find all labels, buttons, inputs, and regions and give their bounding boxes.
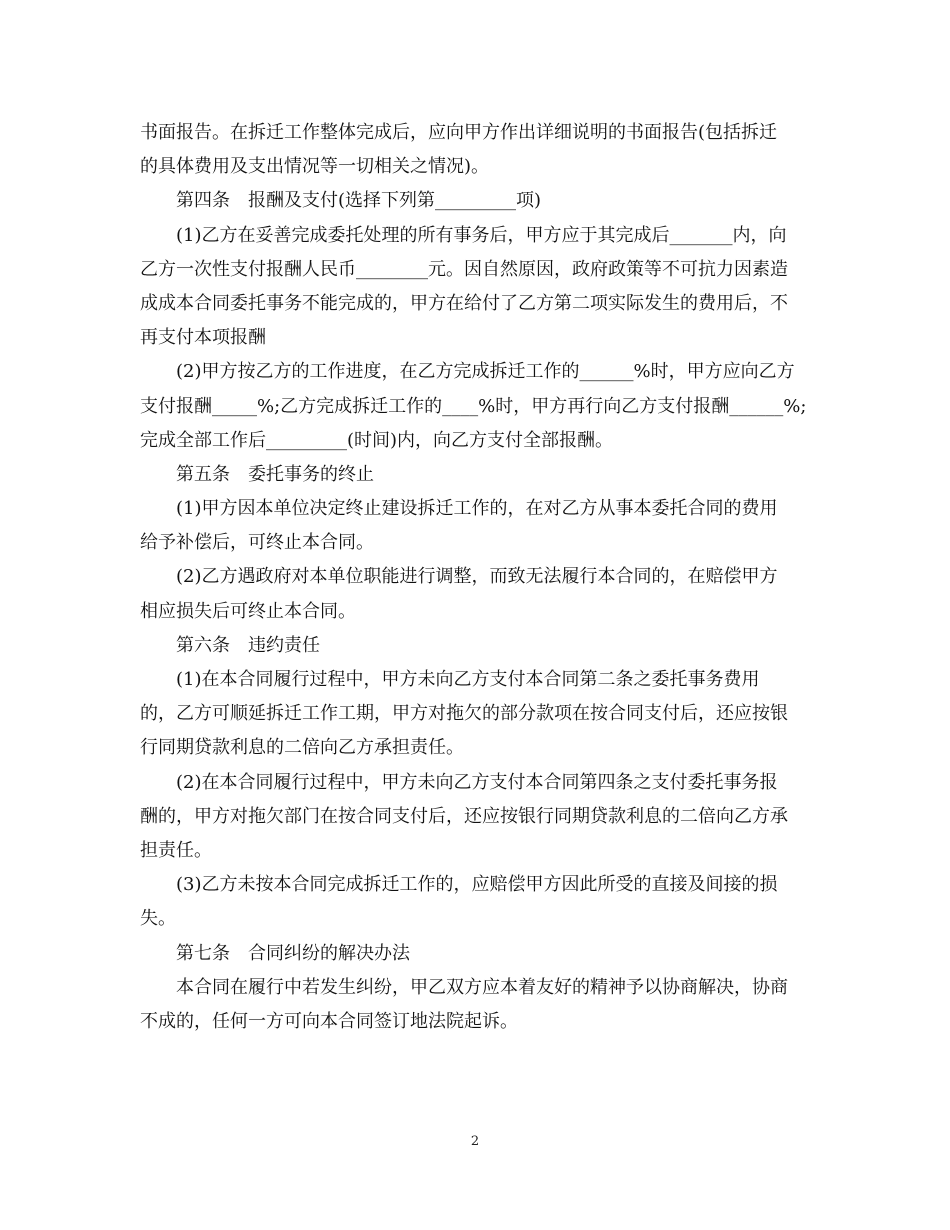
page-number: 2 [470,1134,480,1149]
text-line: 相应损失后可终止本合同。 [140,600,356,622]
text-line: (1)在本合同履行过程中，甲方未向乙方支付本合同第二条之委托事务费用 [176,669,760,690]
document-body [140,116,808,1039]
text-line: (3)乙方未按本合同完成拆迁工作的，应赔偿甲方因此所受的直接及间接的损 [176,874,778,896]
text-line: 担责任。 [140,839,212,861]
text-line: 的，乙方可顺延拆迁工作工期，甲方对拖欠的部分款项在按合同支付后，还应按银 [140,703,788,725]
text-line: 失。 [140,908,176,930]
section-heading: 第七条 合同纠纷的解决办法 [176,942,410,964]
text-line: (2)甲方按乙方的工作进度，在乙方完成拆迁工作的______%时，甲方应向乙方 [176,361,795,383]
text-line: 书面报告。在拆迁工作整体完成后，应向甲方作出详细说明的书面报告(包括拆迁 [140,122,778,143]
text-line: 支付报酬_____%;乙方完成拆迁工作的____%时，甲方再行向乙方支付报酬______%; [140,395,807,417]
section-heading: 第五条 委托事务的终止 [176,463,374,485]
text-line: 给予补偿后，可终止本合同。 [140,532,374,554]
text-line: 酬的，甲方对拖欠部门在按合同支付后，还应按银行同期贷款利息的二倍向乙方承 [140,805,788,827]
text-line: 再支付本项报酬 [140,327,266,349]
text-line: 完成全部工作后_________(时间)内，向乙方支付全部报酬。 [140,429,614,451]
text-line: (2)乙方遇政府对本单位职能进行调整，而致无法履行本合同的，在赔偿甲方 [176,566,778,588]
text-line: 本合同在履行中若发生纠纷，甲乙双方应本着友好的精神予以协商解决，协商 [176,976,788,998]
text-line: 的具体费用及支出情况等一切相关之情况)。 [140,156,490,178]
text-line: 不成的，任何一方可向本合同签订地法院起诉。 [140,1010,518,1032]
text-line: (1)甲方因本单位决定终止建设拆迁工作的，在对乙方从事本委托合同的费用 [176,498,778,520]
text-line: 成成本合同委托事务不能完成的，甲方在给付了乙方第二项实际发生的费用后，不 [140,292,788,314]
section-heading: 第六条 违约责任 [176,634,320,656]
text-line: 乙方一次性支付报酬人民币________元。因自然原因，政府政策等不可抗力因素造 [140,258,788,280]
text-line: (1)乙方在妥善完成委托处理的所有事务后，甲方应于其完成后_______内，向 [176,224,787,246]
text-line: 行同期贷款利息的二倍向乙方承担责任。 [140,737,464,759]
section-heading: 第四条 报酬及支付(选择下列第_________项) [176,190,542,212]
text-line: (2)在本合同履行过程中，甲方未向乙方支付本合同第四条之支付委托事务报 [176,771,778,793]
